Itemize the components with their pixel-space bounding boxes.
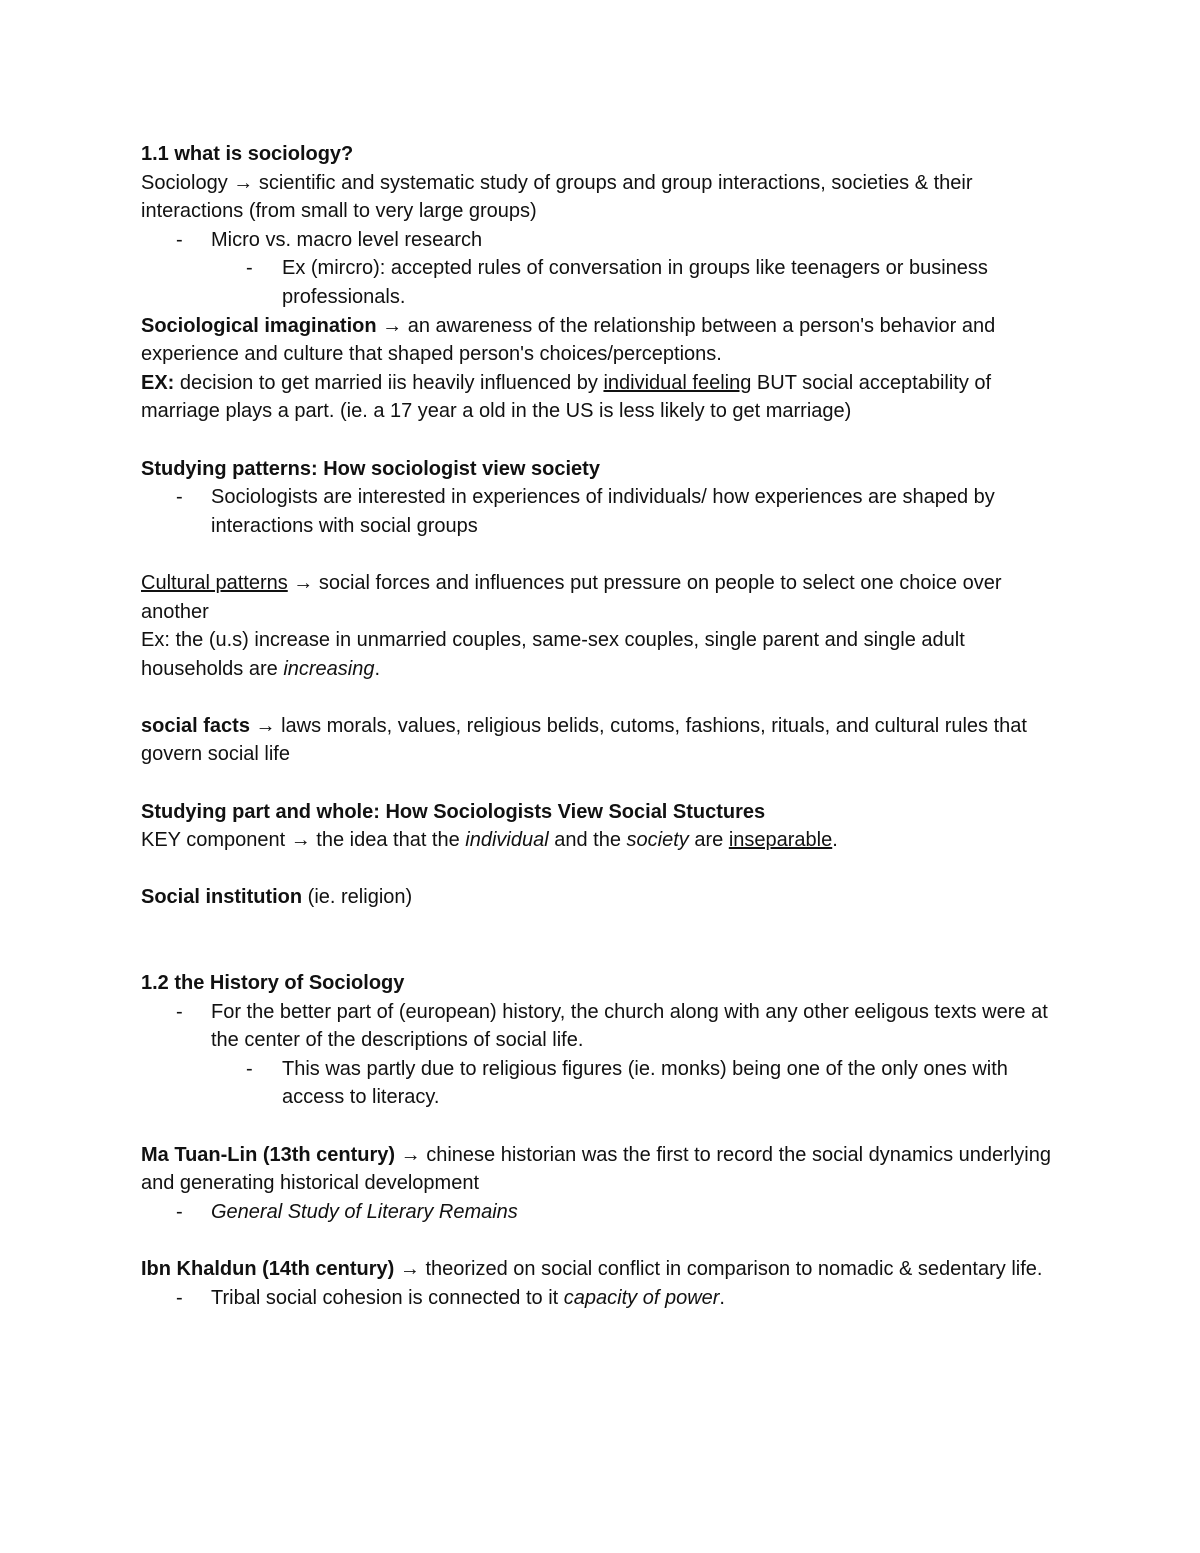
bullet-dash: - — [176, 228, 183, 251]
italic-text: increasing — [283, 657, 375, 680]
section-heading: Studying patterns: How sociologist view society — [141, 457, 600, 480]
paragraph: Cultural patterns → social forces and influences put pressure on people to select one choice over another — [141, 571, 1002, 623]
paragraph: Social institution (ie. religion) — [141, 886, 413, 909]
italic-text: society — [626, 829, 689, 852]
bullet-item: - Tribal social cohesion is connected to it capacity of power. — [141, 1284, 1071, 1313]
underlined-text: inseparable — [728, 829, 833, 852]
paragraph: EX: decision to get married iis heavily influenced by individual feeling BUT social acceptability of marriage plays a part. (ie. a 17 year a old in the US is less likely to get marriage) — [141, 371, 992, 423]
section-heading: 1.2 the History of Sociology — [141, 972, 405, 995]
bullet-dash: - — [176, 1286, 183, 1309]
document-body — [141, 140, 1071, 1312]
term: Ibn Khaldun (14th century) — [141, 1257, 395, 1280]
paragraph: Ma Tuan-Lin (13th century) → chinese historian was the first to record the social dynamics underlying and generating historical development — [141, 1143, 1051, 1195]
term: Sociological imagination — [141, 314, 377, 337]
bullet-item: - Micro vs. macro level research — [141, 226, 1071, 255]
paragraph: Ibn Khaldun (14th century) → theorized on social conflict in comparison to nomadic & sedentary life. — [141, 1257, 1043, 1280]
underlined-text: individual feeling — [603, 371, 752, 394]
term: Ma Tuan-Lin (13th century) — [141, 1143, 396, 1166]
italic-text: capacity of power — [563, 1286, 720, 1309]
sub-bullet-item: - This was partly due to religious figures (ie. monks) being one of the only ones with access to literacy. — [141, 1055, 1071, 1112]
bullet-dash: - — [176, 1000, 183, 1023]
bullet-dash: - — [246, 1057, 253, 1080]
bullet-dash: - — [246, 257, 253, 280]
bullet-item: - General Study of Literary Remains — [141, 1198, 1071, 1227]
section-heading: 1.1 what is sociology? — [141, 143, 354, 165]
term: EX: — [141, 371, 175, 394]
italic-text: individual — [465, 829, 549, 852]
paragraph: Ex: the (u.s) increase in unmarried couples, same-sex couples, single parent and single adult households are increasing. — [141, 629, 965, 680]
bullet-dash: - — [176, 1200, 183, 1223]
sub-bullet-item: - Ex (mircro): accepted rules of conversation in groups like teenagers or business professionals. — [141, 254, 1071, 311]
section-heading: Studying part and whole: How Sociologists View Social Stuctures — [141, 800, 766, 823]
bullet-item: - Sociologists are interested in experiences of individuals/ how experiences are shaped by interactions with social groups — [141, 483, 1071, 540]
paragraph: Sociological imagination → an awareness of the relationship between a person's behavior and experience and culture that shaped person's choices/perceptions. — [141, 314, 996, 366]
term: Cultural patterns — [141, 571, 288, 594]
bullet-item: - For the better part of (european) history, the church along with any other eeligous texts were at the center of the descriptions of social life. — [141, 998, 1071, 1055]
term: Sociology — [141, 171, 228, 194]
term: social facts — [141, 714, 250, 737]
paragraph: social facts → laws morals, values, religious belids, cutoms, fashions, rituals, and cultural rules that govern social life — [141, 714, 1027, 766]
term: Social institution — [141, 886, 303, 909]
paragraph: KEY component → the idea that the individual and the society are inseparable. — [141, 829, 838, 852]
bullet-dash: - — [176, 486, 183, 509]
paragraph: Sociology → scientific and systematic study of groups and group interactions, societies & their interactions (from small to very large groups) — [141, 171, 973, 223]
